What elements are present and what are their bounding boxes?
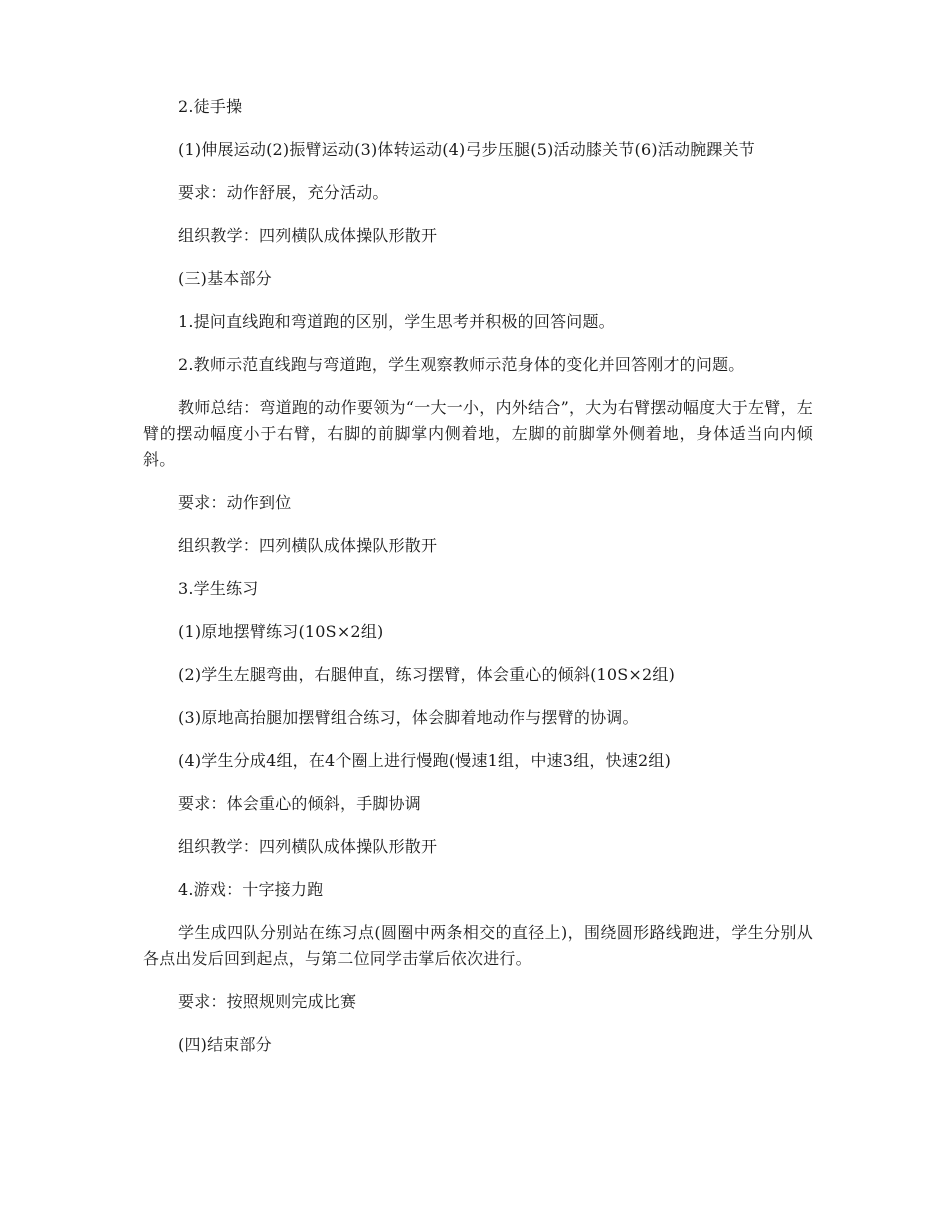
paragraph-requirement: 要求：动作舒展，充分活动。 xyxy=(178,183,389,202)
paragraph-practice-item: (1)原地摆臂练习(10S×2组) xyxy=(178,622,384,641)
paragraph-practice-item: (4)学生分成4组，在4个圈上进行慢跑(慢速1组，中速3组，快速2组) xyxy=(178,751,672,770)
paragraph-section-heading: (四)结束部分 xyxy=(178,1035,272,1054)
paragraph-section-heading: (三)基本部分 xyxy=(178,269,272,288)
paragraph-section-heading: 2.徒手操 xyxy=(178,97,243,116)
paragraph-organization: 组织教学：四列横队成体操队形散开 xyxy=(178,536,438,555)
paragraph-organization: 组织教学：四列横队成体操队形散开 xyxy=(178,837,438,856)
paragraph-exercise-list: (1)伸展运动(2)振臂运动(3)体转运动(4)弓步压腿(5)活动膝关节(6)活动腕踝关节 xyxy=(178,140,755,159)
paragraph-teacher-summary: 教师总结：弯道跑的动作要领为“一大一小，内外结合”，大为右臂摆动幅度大于左臂，左臂的摆动幅度小于右臂，右脚的前脚掌内侧着地，左脚的前脚掌外侧着地，身体适当向内倾斜。 xyxy=(143,398,813,469)
paragraph-requirement: 要求：动作到位 xyxy=(178,493,292,512)
paragraph-organization: 组织教学：四列横队成体操队形散开 xyxy=(178,226,438,245)
paragraph-practice-item: (3)原地高抬腿加摆臂组合练习，体会脚着地动作与摆臂的协调。 xyxy=(178,708,639,727)
paragraph-practice-item: (2)学生左腿弯曲，右腿伸直，练习摆臂，体会重心的倾斜(10S×2组) xyxy=(178,665,676,684)
paragraph-step: 1.提问直线跑和弯道跑的区别，学生思考并积极的回答问题。 xyxy=(178,312,615,331)
paragraph-requirement: 要求：按照规则完成比赛 xyxy=(178,992,357,1011)
paragraph-step: 2.教师示范直线跑与弯道跑，学生观察教师示范身体的变化并回答刚才的问题。 xyxy=(178,355,745,374)
paragraph-section-heading: 4.游戏：十字接力跑 xyxy=(178,880,324,899)
paragraph-section-heading: 3.学生练习 xyxy=(178,579,259,598)
paragraph-game-description: 学生成四队分别站在练习点(圆圈中两条相交的直径上)，围绕圆形路线跑进，学生分别从各点出发后回到起点，与第二位同学击掌后依次进行。 xyxy=(143,923,813,968)
document-body xyxy=(143,94,813,1075)
paragraph-requirement: 要求：体会重心的倾斜，手脚协调 xyxy=(178,794,422,813)
